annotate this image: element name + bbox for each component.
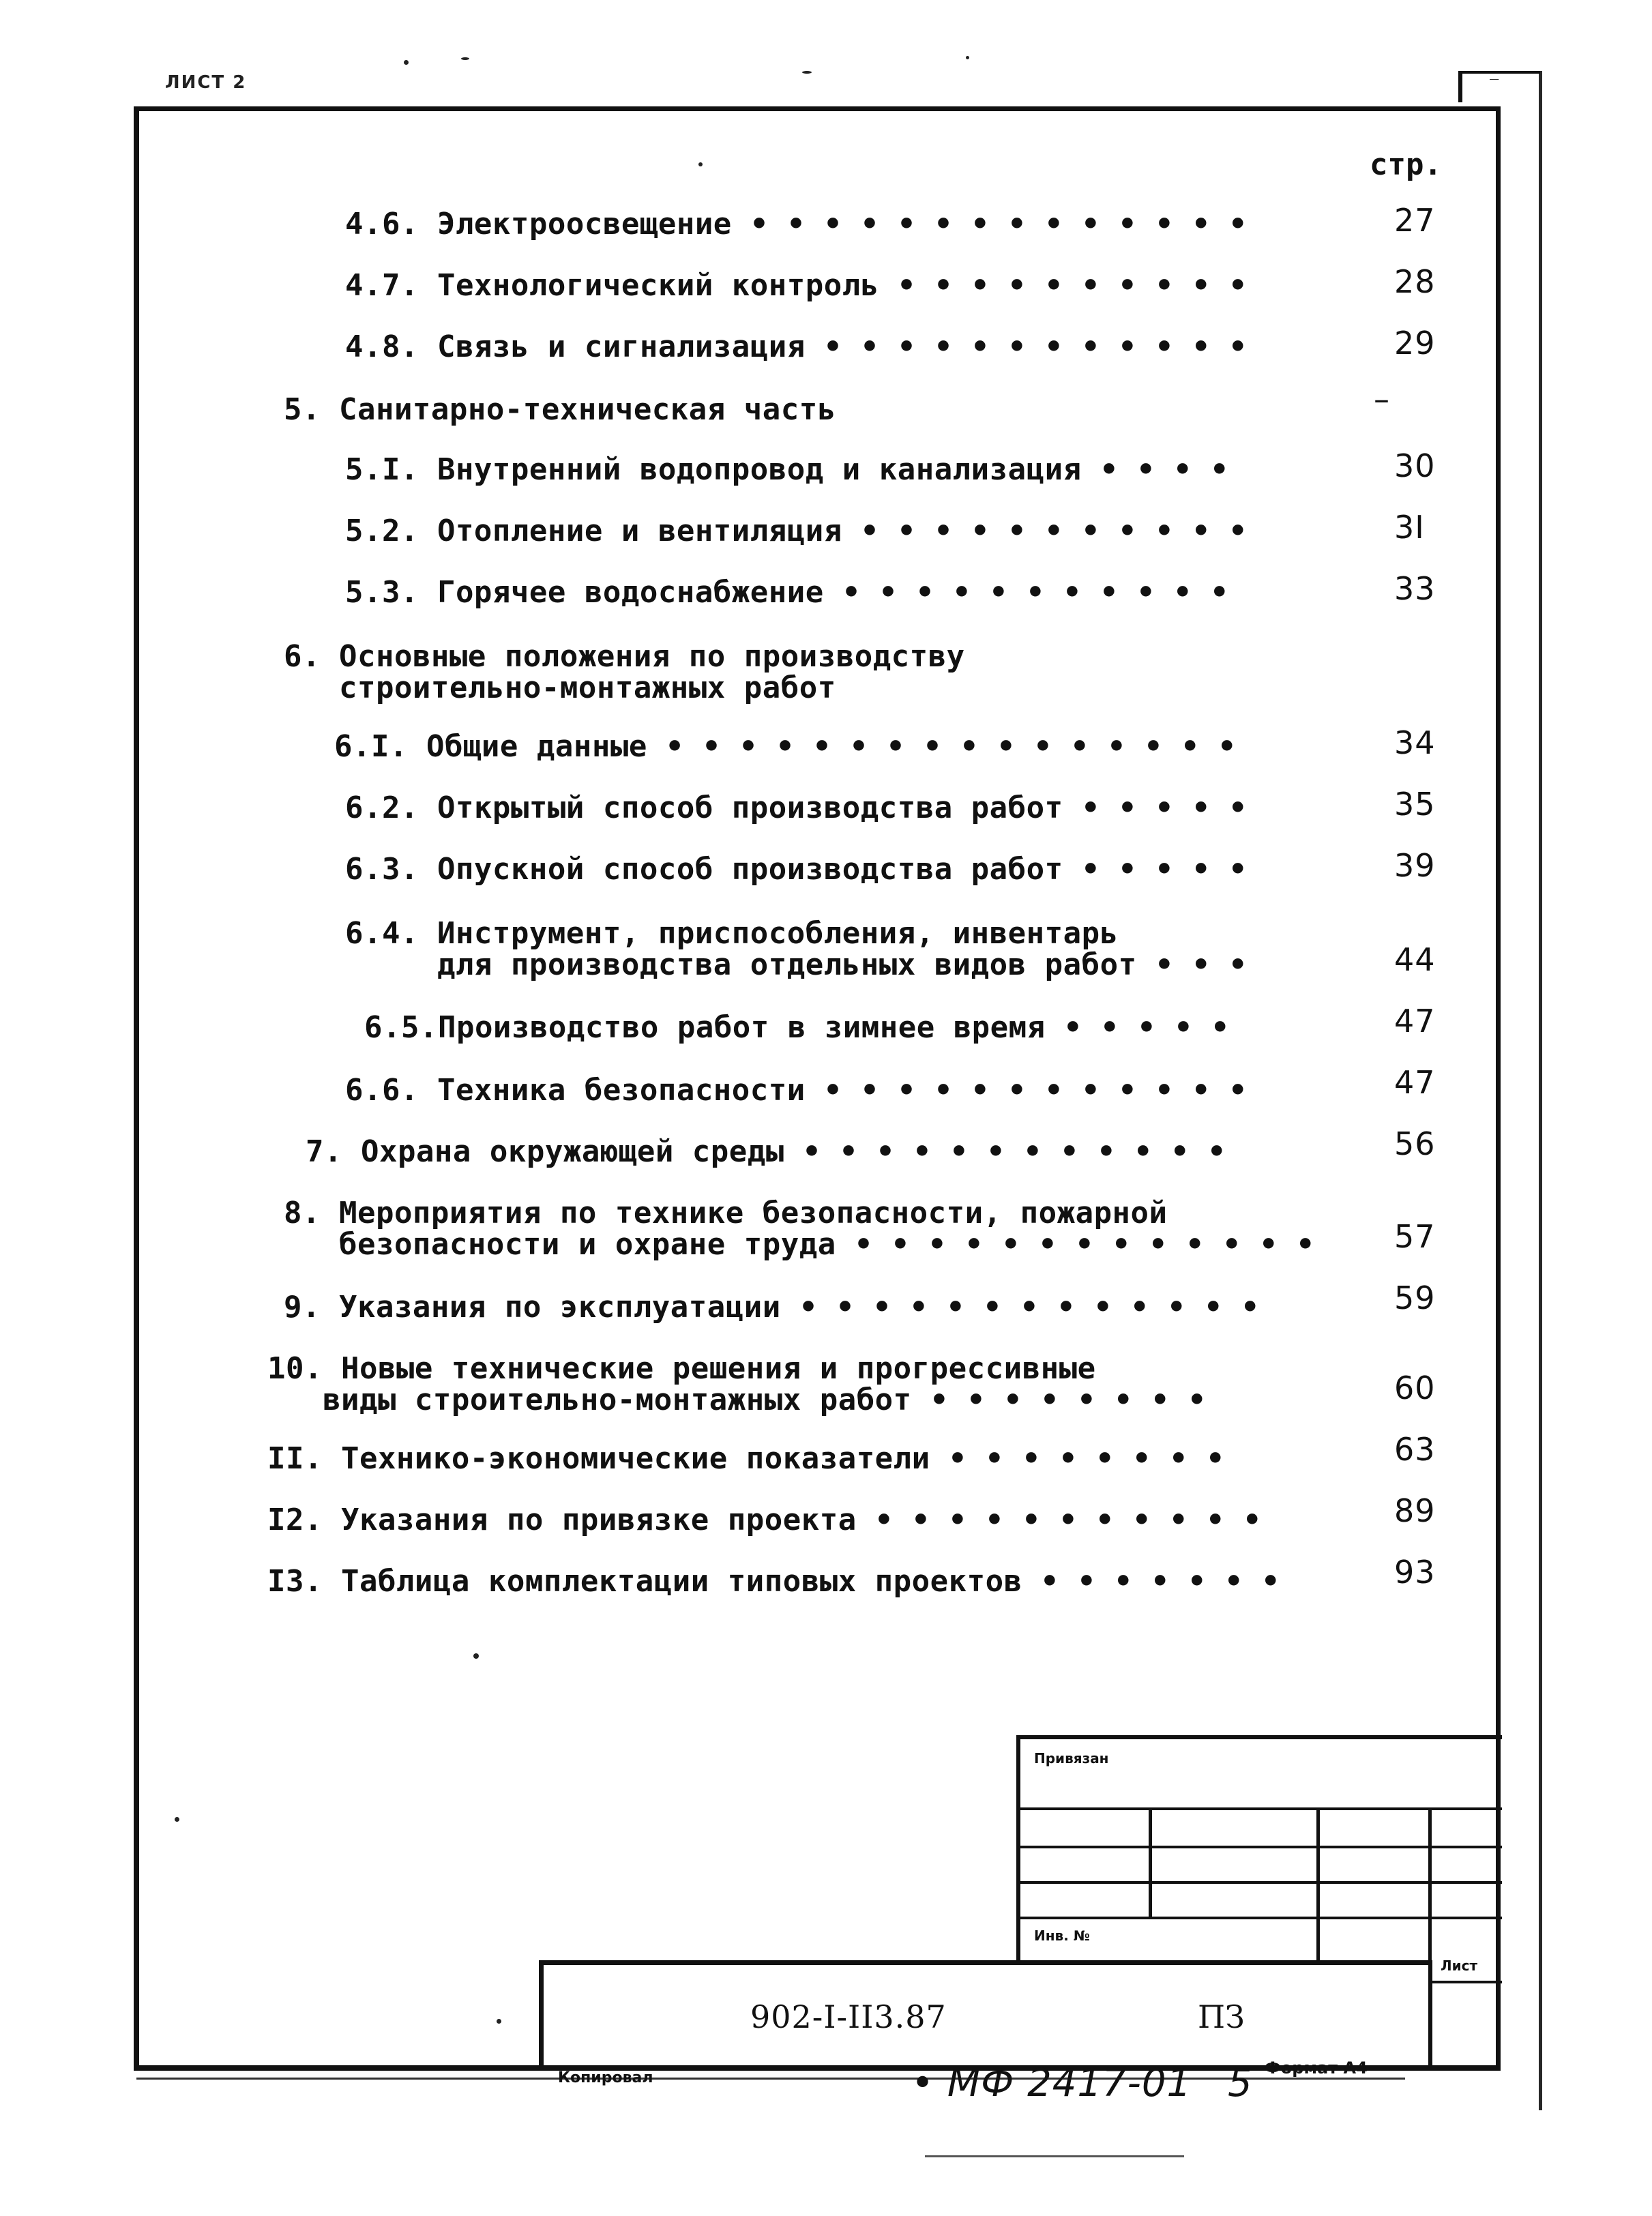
toc-entry-6-4: 6.4. Инструмент, приспособления, инвентарь для производства отдельных видов работ • • • [345, 916, 1248, 982]
title-block-sheet-column [1428, 1960, 1502, 2068]
toc-entry-4-7: 4.7. Технологический контроль • • • • • • • • • • [345, 268, 1248, 303]
toc-entry-7: 7. Охрана окружающей среды • • • • • • • • • • • • [306, 1134, 1226, 1169]
title-block-rule [1428, 1981, 1502, 1983]
toc-page-6-3: 39 [1394, 847, 1436, 884]
toc-page-4-8: 29 [1394, 325, 1436, 361]
toc-entry-6-6: 6.6. Техника безопасности • • • • • • • • • • • • [345, 1073, 1248, 1108]
toc-entry-10: 10. Новые технические решения и прогрессивные виды строительно-монтажных работ • • • • • • • • [267, 1351, 1207, 1417]
format-label: Формат А4 [1265, 2058, 1368, 2078]
toc-page-6-4: 44 [1394, 941, 1436, 978]
scan-speck [802, 71, 812, 74]
toc-page-5-2: 3I [1394, 509, 1425, 546]
toc-entry-4-6: 4.6. Электроосвещение • • • • • • • • • • • • • • [345, 207, 1248, 241]
copied-label: Копировал [558, 2069, 653, 2086]
scan-speck [461, 57, 469, 60]
toc-entry-5-1: 5.I. Внутренний водопровод и канализация • • • • [345, 452, 1229, 487]
linked-label: Привязан [1034, 1750, 1109, 1767]
toc-entry-6-5: 6.5.Производство работ в зимнее время • • • • • [364, 1010, 1230, 1045]
toc-page-7: 56 [1394, 1125, 1436, 1162]
scan-streak [925, 2155, 1184, 2157]
sheet-label: Лист [1441, 1958, 1478, 1974]
scan-speck [698, 162, 703, 166]
toc-page-5-3: 33 [1394, 570, 1436, 607]
toc-page-6-1: 34 [1394, 724, 1436, 761]
toc-entry-6-3: 6.3. Опускной способ производства работ • • • • • [345, 852, 1248, 887]
toc-entry-13: I3. Таблица комплектации типовых проектов • • • • • • • [267, 1564, 1280, 1599]
title-block-divider [1428, 1807, 1432, 1960]
toc-page-6-6: 47 [1394, 1064, 1436, 1101]
toc-page-6-2: 35 [1394, 786, 1436, 823]
inventory-label: Инв. № [1034, 1927, 1090, 1944]
toc-entry-9: 9. Указания по эксплуатации • • • • • • • • • • • • • [284, 1290, 1260, 1325]
scan-speck [175, 1817, 179, 1822]
toc-entry-5: 5. Санитарно-техническая часть [284, 392, 836, 427]
toc-page-12: 89 [1394, 1492, 1436, 1529]
document-code: 902-I-II3.87 [750, 1998, 947, 2035]
right-edge-line [1539, 71, 1542, 2110]
toc-page-10: 60 [1394, 1370, 1436, 1406]
sheet-number: 5 [1227, 2061, 1253, 2106]
toc-page-4-6: 27 [1394, 202, 1436, 239]
archive-number [911, 2061, 1253, 2106]
document-section: ПЗ [1198, 1998, 1245, 2035]
scan-speck [966, 56, 969, 59]
scan-speck [404, 60, 409, 65]
title-block-main [539, 1960, 1428, 2068]
toc-page-5: – [1374, 381, 1390, 417]
toc-entry-4-8: 4.8. Связь и сигнализация • • • • • • • • • • • • [345, 329, 1248, 364]
toc-page-11: 63 [1394, 1431, 1436, 1468]
toc-page-4-7: 28 [1394, 263, 1436, 300]
toc-page-6-5: 47 [1394, 1003, 1436, 1039]
page-column-label: стр. [1370, 147, 1442, 182]
toc-page-8: 57 [1394, 1218, 1436, 1255]
scan-speck [473, 1653, 479, 1659]
title-block-divider [1149, 1807, 1152, 1918]
toc-entry-12: I2. Указания по привязке проекта • • • • • • • • • • • [267, 1503, 1262, 1537]
toc-entry-8: 8. Мероприятия по технике безопасности, пожарной безопасности и охране труда • • • • • • • • • • • • • [284, 1196, 1315, 1262]
top-stub: ЛИСТ 2 [165, 72, 247, 93]
toc-page-9: 59 [1394, 1280, 1436, 1316]
toc-entry-5-3: 5.3. Горячее водоснабжение • • • • • • • • • • • [345, 575, 1229, 610]
toc-entry-11: II. Технико-экономические показатели • • • • • • • • [267, 1441, 1225, 1476]
scan-speck [497, 2019, 501, 2024]
toc-entry-6-1: 6.I. Общие данные • • • • • • • • • • • • • • • • [334, 729, 1237, 764]
title-block-divider [1316, 1807, 1320, 1960]
toc-entry-5-2: 5.2. Отопление и вентиляция • • • • • • • • • • • [345, 514, 1248, 548]
toc-entry-6: 6. Основные положения по производству строительно-монтажных работ [284, 639, 965, 705]
toc-page-5-1: 30 [1394, 447, 1436, 484]
toc-page-13: 93 [1394, 1554, 1436, 1591]
archive-code: • МФ 2417-01 [911, 2061, 1192, 2106]
toc-entry-6-2: 6.2. Открытый способ производства работ • • • • • [345, 791, 1248, 825]
corner-box: ‾ [1458, 71, 1540, 102]
